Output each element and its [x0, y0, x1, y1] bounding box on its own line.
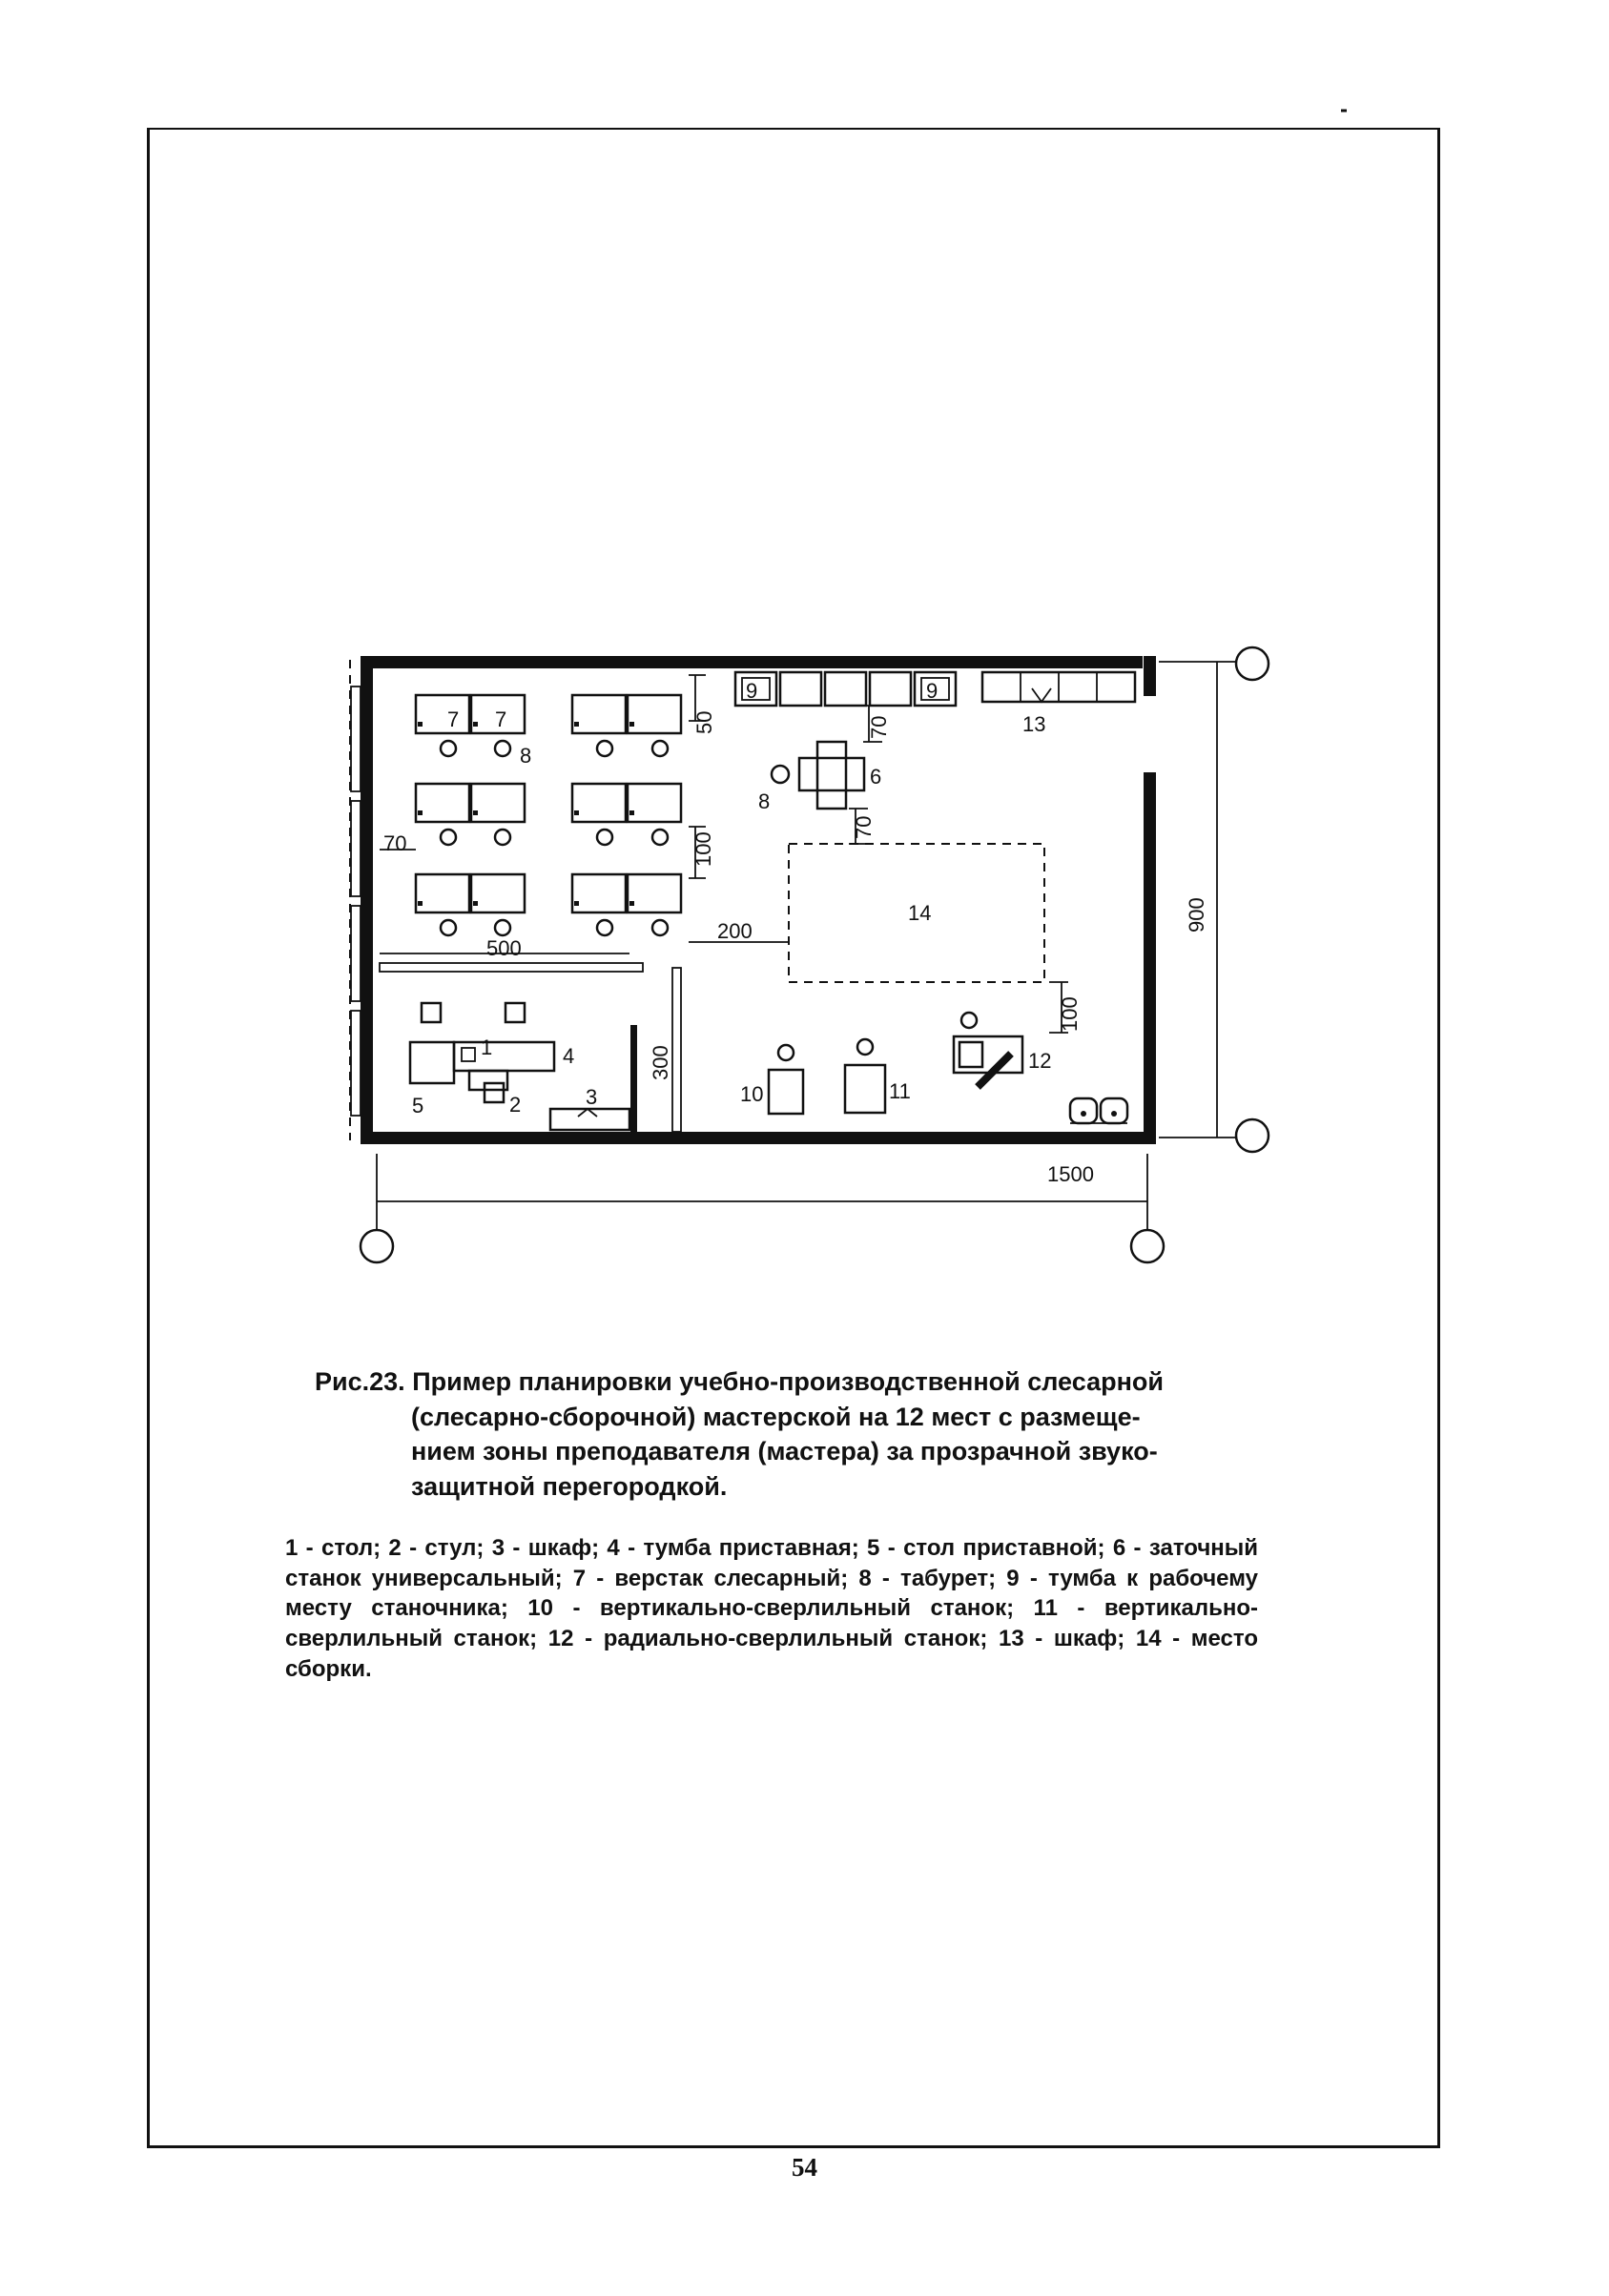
page-number: 54 — [792, 2153, 817, 2182]
dim-gap-below: 70 — [852, 815, 876, 839]
label-11: 11 — [889, 1079, 911, 1103]
label-3: 3 — [586, 1085, 598, 1109]
label-8b: 8 — [758, 789, 771, 813]
interior-dimensions — [380, 675, 1068, 1033]
label-4: 4 — [563, 1044, 575, 1068]
sharpening-machine — [772, 742, 864, 809]
dim-partition-opening: 300 — [649, 1045, 672, 1080]
label-1: 1 — [481, 1035, 493, 1059]
caption-line-4: защитной перегородкой. — [411, 1472, 728, 1502]
dim-gap-sharpener: 70 — [867, 715, 891, 739]
dim-bench-gap: 50 — [692, 710, 716, 734]
label-6: 6 — [870, 765, 882, 789]
label-7b: 7 — [495, 707, 507, 731]
workbench-row-2 — [416, 784, 681, 845]
cabinet-13 — [982, 672, 1135, 702]
label-13: 13 — [1022, 712, 1046, 736]
caption-line-2: (слесарно-сборочной) мастерской на 12 мест с размеще- — [411, 1402, 1141, 1431]
dim-height: 900 — [1185, 897, 1208, 933]
caption-line-1: Пример планировки учебно-производственной слесарной — [412, 1367, 1164, 1396]
dim-row-spacing: 100 — [691, 831, 715, 867]
dim-aisle-right: 100 — [1058, 996, 1082, 1032]
label-9a: 9 — [746, 679, 758, 703]
label-8a: 8 — [520, 744, 532, 768]
label-12: 12 — [1028, 1049, 1052, 1073]
label-5: 5 — [412, 1094, 424, 1117]
label-2: 2 — [509, 1093, 522, 1117]
label-14: 14 — [908, 901, 932, 925]
washbasins — [1070, 1098, 1127, 1123]
dim-bench-row: 500 — [486, 936, 522, 960]
label-7a: 7 — [447, 707, 460, 731]
caption-line-3: нием зоны преподавателя (мастера) за прозрачной звуко- — [411, 1437, 1158, 1466]
dim-passage: 200 — [717, 919, 753, 943]
figure-caption — [315, 1364, 1269, 1505]
dim-aisle-wall: 70 — [383, 831, 407, 855]
figure-legend: 1 - стол; 2 - стул; 3 - шкаф; 4 - тумба приставная; 5 - стол приставной; 6 - заточный станок универсальный; 7 - верстак слесарный; 8 - табурет; 9 - тумба к рабочему месту станочника; 10 - вертикально-сверлильный станок; 11 - вертикально-сверлильный станок; 12 - радиально-сверлильный станок; 13 - шкаф; 14 - место сборки. — [285, 1535, 1258, 1682]
label-9b: 9 — [926, 679, 939, 703]
transparent-partition — [380, 963, 681, 1135]
dim-width: 1500 — [1047, 1162, 1094, 1186]
machinist-cabinets — [735, 672, 956, 706]
caption-label: Рис.23. — [315, 1367, 405, 1396]
workbench-row-3 — [416, 874, 681, 935]
label-10: 10 — [740, 1082, 764, 1106]
